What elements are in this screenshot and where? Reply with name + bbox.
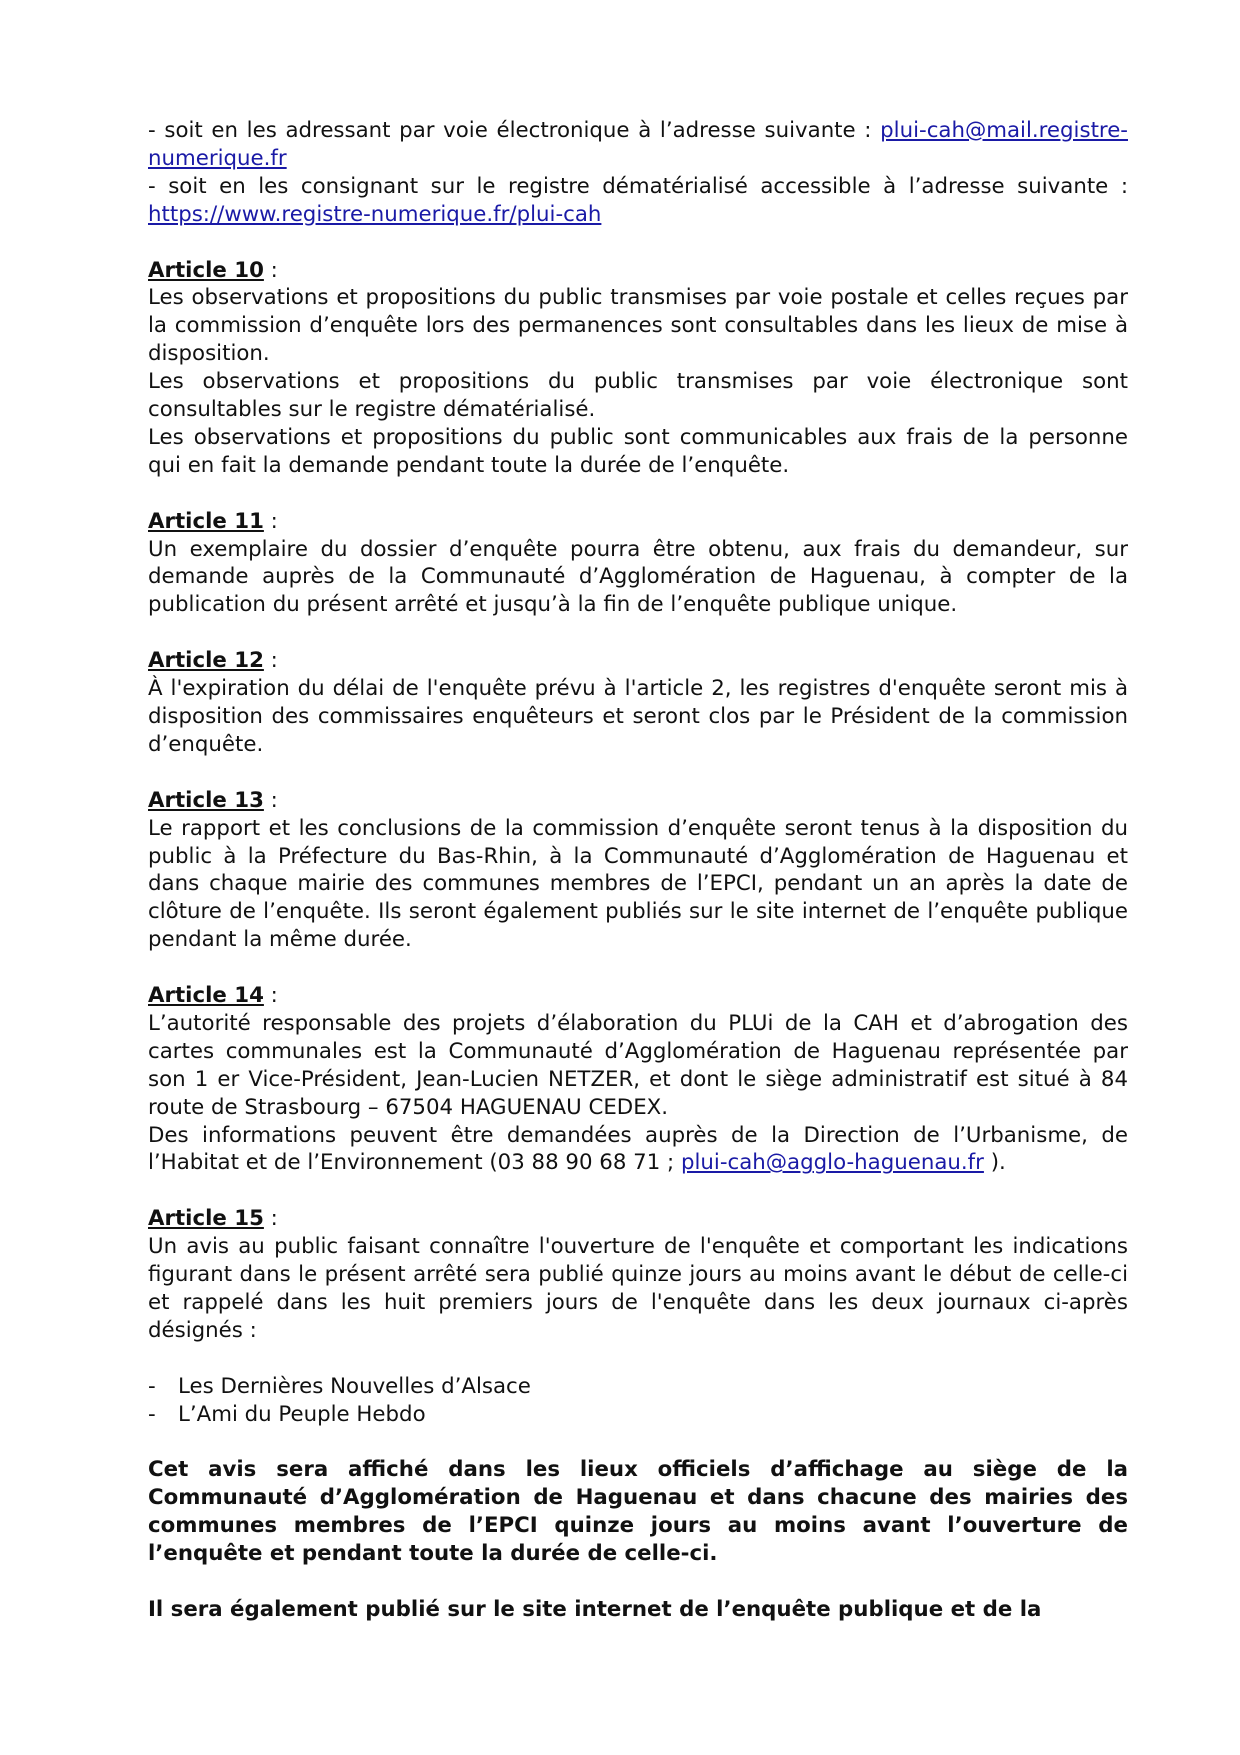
- article-15-title: Article 15: [148, 1206, 264, 1232]
- article-10-title: Article 10: [148, 257, 264, 283]
- article-11-title: Article 11: [148, 508, 264, 534]
- article-12-heading: Article 12 :: [148, 648, 278, 674]
- bold-notice-affichage: Cet avis sera affiché dans les lieux officiels d’affichage au siège de la Communauté d’Agglomération de Haguenau et dans chacune des mairies des communes membres de l’EPCI quinze jours au moins avant l’ouverture de l’enquête et pendant toute la durée de celle-ci.: [148, 1457, 1128, 1567]
- article-13-title: Article 13: [148, 787, 264, 813]
- intro-line-email-text: - soit en les adressant par voie électronique à l’adresse suivante :: [148, 118, 881, 143]
- registre-url-link[interactable]: https://www.registre-numerique.fr/plui-cah: [148, 201, 602, 227]
- intro-line-email: [148, 117, 1128, 173]
- article-14-contact: Des informations peuvent être demandées auprès de la Direction de l’Urbanisme, de l’Habitat et de l’Environnement (03 88 90 68 71 ; plui-cah@agglo-haguenau.fr ).: [148, 1122, 1128, 1176]
- document-body: [148, 117, 1128, 1624]
- list-item: - Les Dernières Nouvelles d’Alsace: [148, 1373, 531, 1399]
- article-11-paragraph-1: Un exemplaire du dossier d’enquête pourra être obtenu, aux frais du demandeur, sur demande auprès de la Communauté d’Agglomération de Haguenau, à compter de la publication du présent arrêté et jusqu’à la fin de l’enquête publique unique.: [148, 536, 1128, 618]
- newspaper-ami-du-peuple: L’Ami du Peuple Hebdo: [178, 1401, 426, 1427]
- article-11-heading: Article 11 :: [148, 508, 278, 534]
- article-15-heading: Article 15 :: [148, 1206, 278, 1232]
- article-10-paragraph-1: Les observations et propositions du public transmises par voie postale et celles reçues par la commission d’enquête lors des permanences sont consultables dans les lieux de mise à disposition.: [148, 285, 1128, 367]
- article-10-paragraph-3: Les observations et propositions du public sont communicables aux frais de la personne qui en fait la demande pendant toute la durée de l’enquête.: [148, 424, 1128, 478]
- article-13-paragraph-1: Le rapport et les conclusions de la commission d’enquête seront tenus à la disposition du public à la Préfecture du Bas-Rhin, à la Communauté d’Agglomération de Haguenau et dans chaque mairie des communes membres de l’EPCI, pendant un an après la date de clôture de l’enquête. Ils seront également publiés sur le site internet de l’enquête publique pendant la même durée.: [148, 815, 1128, 953]
- bold-notice-internet: Il sera également publié sur le site internet de l’enquête publique et de la: [148, 1596, 1042, 1622]
- article-10-paragraph-2: Les observations et propositions du public transmises par voie électronique sont consultables sur le registre dématérialisé.: [148, 369, 1128, 423]
- article-15-paragraph-1: Un avis au public faisant connaître l'ouverture de l'enquête et comportant les indications figurant dans le présent arrêté sera publié quinze jours au moins avant le début de celle-ci et rappelé dans les huit premiers jours de l'enquête dans les deux journaux ci-après désignés :: [148, 1234, 1128, 1343]
- article-13-heading: Article 13 :: [148, 787, 278, 813]
- article-14-heading: Article 14 :: [148, 983, 278, 1009]
- article-14-contact-text: Des informations peuvent être demandées auprès de la Direction de l’Urbanisme, de l’Habitat et de l’Environnement (03 88 90 68 71 ;: [148, 1122, 1128, 1176]
- intro-line-registre: [148, 173, 1128, 229]
- agglo-email-link[interactable]: plui-cah@agglo-haguenau.fr: [680, 1150, 984, 1176]
- article-12-title: Article 12: [148, 648, 264, 674]
- registre-email-link[interactable]: plui-cah@mail.registre-numerique.fr: [148, 118, 1128, 171]
- article-12-paragraph-1: À l'expiration du délai de l'enquête prévu à l'article 2, les registres d'enquête seront mis à disposition des commissaires enquêteurs et seront clos par le Président de la commission d’enquête.: [148, 676, 1128, 757]
- list-item: - L’Ami du Peuple Hebdo: [148, 1401, 426, 1427]
- article-14-paragraph-1: L’autorité responsable des projets d’élaboration du PLUi de la CAH et d’abrogation des cartes communales est la Communauté d’Agglomération de Haguenau représentée par son 1 er Vice-Président, Jean-Lucien NETZER, et dont le siège administratif est situé à 84 route de Strasbourg – 67504 HAGUENAU CEDEX.: [148, 1010, 1128, 1120]
- article-14-title: Article 14: [148, 983, 264, 1009]
- intro-line-registre-text: - soit en les consignant sur le registre dématérialisé accessible à l’adresse suivante :: [148, 173, 1128, 199]
- article-10-heading: Article 10 :: [148, 257, 278, 283]
- newspaper-dna: Les Dernières Nouvelles d’Alsace: [178, 1373, 531, 1399]
